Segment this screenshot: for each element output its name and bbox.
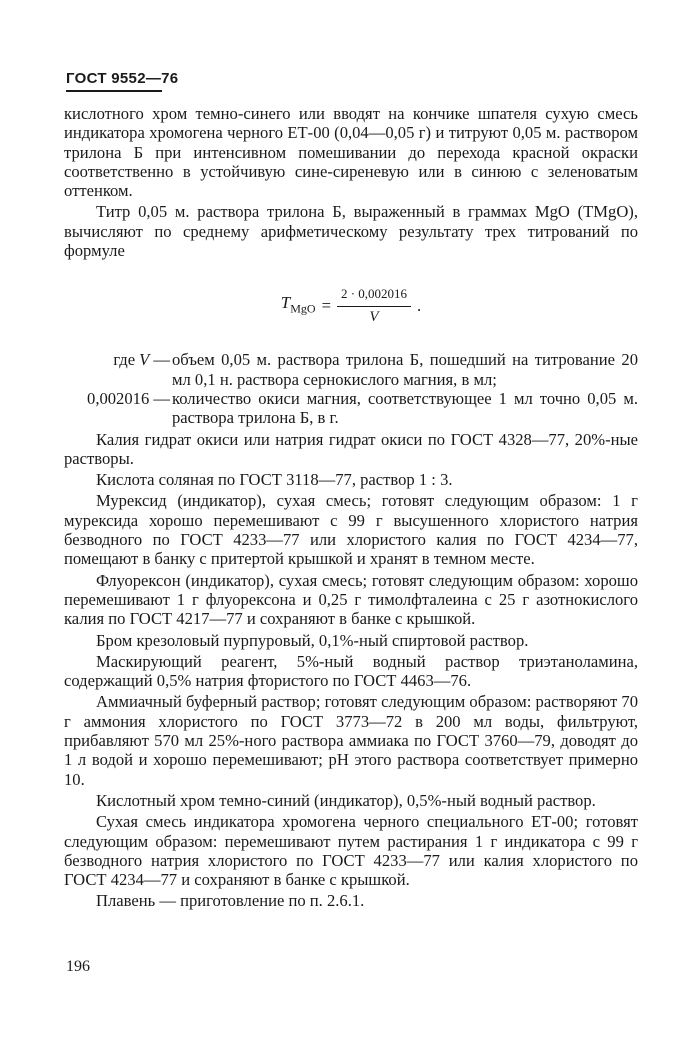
titer-formula	[64, 284, 638, 328]
definition-row: где V — объем 0,05 м. раствора трилона Б, пошедший на титрование 20 мл 0,1 н. раствора сернокислого магния, в мл;	[113, 350, 638, 389]
formula-numerator: 2 · 0,002016	[337, 284, 411, 306]
formula-lhs: $T_{MgO}$	[280, 292, 316, 316]
definition-text: объем 0,05 м. раствора трилона Б, пошедший на титрование 20 мл 0,1 н. раствора сернокислого магния, в мл;	[172, 350, 638, 389]
document-header: ГОСТ 9552—76	[66, 70, 179, 87]
definition-row: 0,002016 — количество окиси магния, соответствующее 1 мл точно 0,05 м. раствора трилона Б, в г.	[87, 388, 638, 428]
formula-definitions	[64, 350, 638, 427]
paragraph: кислотного хром темно-синего или вводят на кончике шпателя сухую смесь индикатора хромогена черного ЕТ-00 (0,04—0,05 г) и титруют 0,05 м. раствором трилона Б при интенсивном помешивании до перехода красной окраски соответственно в устойчивую сине-сиреневую или в синюю с зеленоватым оттенком.	[64, 104, 638, 201]
formula-fraction	[337, 284, 411, 327]
reagent-paragraph: Кислотный хром темно-синий (индикатор), 0,5%-ный водный раствор.	[96, 790, 596, 810]
definitions-label: где	[113, 350, 136, 370]
reagent-paragraph: Бром крезоловый пурпуровый, 0,1%-ный спиртовой раствор.	[96, 630, 529, 650]
reagent-paragraph: Кислота соляная по ГОСТ 3118—77, раствор 1 : 3.	[96, 470, 453, 490]
definition-term: 0,002016	[87, 388, 150, 408]
reagent-paragraph: Калия гидрат окиси или натрия гидрат окиси по ГОСТ 4328—77, 20%-ные растворы.	[64, 429, 638, 468]
reagent-paragraph: Аммиачный буферный раствор; готовят следующим образом: растворяют 70 г аммония хлористого по ГОСТ 3773—72 в 200 мл воды, фильтруют, прибавляют 570 мл 25%-ного раствора аммиака по ГОСТ 3760—79, доводят до 1 л водой и хорошо перемешивают; pH этого раствора соответствует примерно 10.	[64, 692, 638, 789]
header-rule	[66, 90, 162, 92]
formula-denominator: V	[369, 308, 379, 325]
reagent-paragraph: Маскирующий реагент, 5%-ный водный раствор триэтаноламина, содержащий 0,5% натрия фтористого по ГОСТ 4463—76.	[64, 651, 638, 691]
document-body	[64, 104, 638, 913]
reagent-paragraph: Сухая смесь индикатора хромогена черного специального ЕТ-00; готовят следующим образом: перемешивают путем растирания 1 г индикатора с 99 г безводного натрия хлористого по ГОСТ 4233—77 или калия хлористого по ГОСТ 4234—77 и сохраняют в банке с крышкой.	[64, 812, 638, 890]
formula-equals: =	[321, 296, 331, 316]
paragraph: Титр 0,05 м. раствора трилона Б, выраженный в граммах MgO (TMgO), вычисляют по среднему арифметическому результату трех титрований по формуле	[64, 202, 638, 261]
reagent-paragraph: Флуорексон (индикатор), сухая смесь; готовят следующим образом: хорошо перемешивают 1 г флуорексона и 0,25 г тимолфталеина с 25 г азотнокислого калия по ГОСТ 4217—77 и сохраняют в банке с крышкой.	[64, 570, 638, 629]
formula-end: .	[417, 296, 422, 316]
page-number: 196	[66, 958, 90, 975]
definition-text: количество окиси магния, соответствующее 1 мл точно 0,05 м. раствора трилона Б, в г.	[172, 388, 638, 428]
definition-term: V	[139, 350, 150, 370]
reagent-paragraph: Плавень — приготовление по п. 2.6.1.	[96, 891, 365, 911]
reagent-paragraph: Мурексид (индикатор), сухая смесь; готовят следующим образом: 1 г мурексида хорошо перемешивают с 99 г высушенного хлористого натрия безводного по ГОСТ 4233—77 или хлористого калия по ГОСТ 4234—77, помещают в банку с притертой крышкой и хранят в темном месте.	[64, 491, 638, 569]
